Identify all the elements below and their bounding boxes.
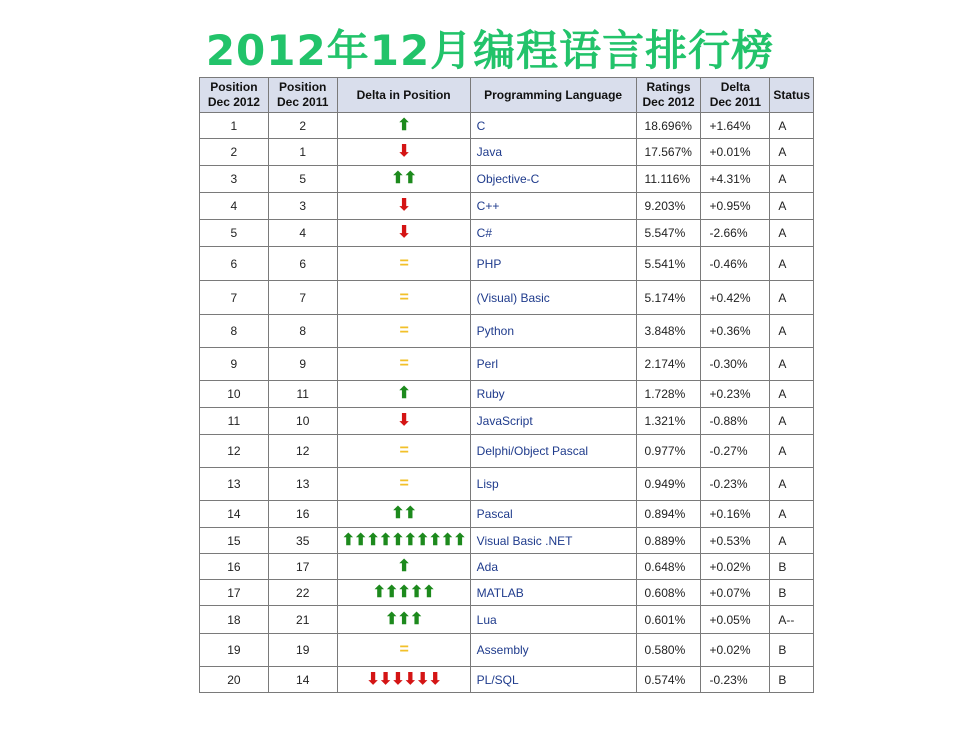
table-row bbox=[200, 166, 814, 193]
table-row bbox=[200, 220, 814, 247]
delta-rating-cell: -0.88% bbox=[701, 408, 770, 435]
status-cell: B bbox=[770, 634, 814, 667]
delta-cell bbox=[337, 501, 470, 528]
table-row bbox=[200, 435, 814, 468]
rating-cell: 5.547% bbox=[636, 220, 701, 247]
position-2012-cell: 19 bbox=[200, 634, 269, 667]
arrow-down-icon: ⬇ bbox=[397, 197, 410, 214]
position-2011-cell: 3 bbox=[268, 193, 337, 220]
position-2011-cell: 14 bbox=[268, 667, 337, 693]
table-row bbox=[200, 348, 814, 381]
header-delta-2011: Delta Dec 2011 bbox=[701, 78, 770, 113]
position-2012-cell: 5 bbox=[200, 220, 269, 247]
rating-cell: 18.696% bbox=[636, 113, 701, 139]
position-2012-cell: 7 bbox=[200, 281, 269, 315]
delta-rating-cell: +0.02% bbox=[701, 634, 770, 667]
rating-cell: 0.889% bbox=[636, 528, 701, 554]
position-2012-cell: 6 bbox=[200, 247, 269, 281]
status-cell: A bbox=[770, 139, 814, 166]
language-cell: Delphi/Object Pascal bbox=[470, 435, 636, 468]
arrow-up-icon: ⬆⬆⬆⬆⬆ bbox=[372, 583, 435, 601]
position-2011-cell: 22 bbox=[268, 580, 337, 606]
table-row bbox=[200, 667, 814, 693]
equal-icon: = bbox=[399, 254, 408, 272]
table-row bbox=[200, 315, 814, 348]
status-cell: A bbox=[770, 113, 814, 139]
status-cell: A bbox=[770, 468, 814, 501]
arrow-up-icon: ⬆⬆ bbox=[391, 170, 417, 187]
delta-cell bbox=[337, 220, 470, 247]
delta-rating-cell: +0.01% bbox=[701, 139, 770, 166]
arrow-down-icon: ⬇⬇⬇⬇⬇⬇ bbox=[366, 670, 441, 688]
rating-cell: 1.728% bbox=[636, 381, 701, 408]
position-2012-cell: 17 bbox=[200, 580, 269, 606]
table-row bbox=[200, 381, 814, 408]
delta-cell bbox=[337, 315, 470, 348]
status-cell: B bbox=[770, 580, 814, 606]
delta-rating-cell: +0.05% bbox=[701, 606, 770, 634]
delta-cell bbox=[337, 435, 470, 468]
status-cell: B bbox=[770, 554, 814, 580]
table-row bbox=[200, 113, 814, 139]
delta-rating-cell: -0.23% bbox=[701, 667, 770, 693]
header-position-2012: Position Dec 2012 bbox=[200, 78, 269, 113]
rating-cell: 3.848% bbox=[636, 315, 701, 348]
delta-cell bbox=[337, 554, 470, 580]
delta-rating-cell: +0.23% bbox=[701, 381, 770, 408]
status-cell: A bbox=[770, 220, 814, 247]
language-cell: Pascal bbox=[470, 501, 636, 528]
position-2012-cell: 10 bbox=[200, 381, 269, 408]
rating-cell: 0.574% bbox=[636, 667, 701, 693]
position-2012-cell: 12 bbox=[200, 435, 269, 468]
language-cell: Lisp bbox=[470, 468, 636, 501]
table-row bbox=[200, 634, 814, 667]
position-2012-cell: 14 bbox=[200, 501, 269, 528]
delta-cell bbox=[337, 139, 470, 166]
rating-cell: 0.648% bbox=[636, 554, 701, 580]
language-cell: (Visual) Basic bbox=[470, 281, 636, 315]
position-2011-cell: 35 bbox=[268, 528, 337, 554]
language-cell: Visual Basic .NET bbox=[470, 528, 636, 554]
table-row bbox=[200, 554, 814, 580]
status-cell: A bbox=[770, 408, 814, 435]
language-cell: C++ bbox=[470, 193, 636, 220]
position-2011-cell: 8 bbox=[268, 315, 337, 348]
position-2012-cell: 11 bbox=[200, 408, 269, 435]
arrow-up-icon: ⬆⬆⬆ bbox=[385, 610, 423, 628]
delta-rating-cell: -0.30% bbox=[701, 348, 770, 381]
rating-cell: 0.608% bbox=[636, 580, 701, 606]
delta-cell bbox=[337, 281, 470, 315]
rating-cell: 5.541% bbox=[636, 247, 701, 281]
position-2011-cell: 5 bbox=[268, 166, 337, 193]
ranking-table bbox=[199, 77, 814, 693]
equal-icon: = bbox=[399, 322, 408, 339]
language-cell: Objective-C bbox=[470, 166, 636, 193]
header-status: Status bbox=[770, 78, 814, 113]
rating-cell: 0.580% bbox=[636, 634, 701, 667]
position-2011-cell: 10 bbox=[268, 408, 337, 435]
rating-cell: 0.949% bbox=[636, 468, 701, 501]
table-row bbox=[200, 501, 814, 528]
delta-cell bbox=[337, 606, 470, 634]
status-cell: B bbox=[770, 667, 814, 693]
header-delta-position: Delta in Position bbox=[337, 78, 470, 113]
language-cell: PL/SQL bbox=[470, 667, 636, 693]
delta-rating-cell: +4.31% bbox=[701, 166, 770, 193]
table-row bbox=[200, 139, 814, 166]
delta-rating-cell: +0.95% bbox=[701, 193, 770, 220]
position-2012-cell: 18 bbox=[200, 606, 269, 634]
position-2012-cell: 13 bbox=[200, 468, 269, 501]
rating-cell: 0.601% bbox=[636, 606, 701, 634]
arrow-up-icon: ⬆ bbox=[397, 557, 410, 575]
language-cell: C bbox=[470, 113, 636, 139]
equal-icon: = bbox=[399, 442, 408, 459]
position-2012-cell: 1 bbox=[200, 113, 269, 139]
position-2012-cell: 8 bbox=[200, 315, 269, 348]
position-2011-cell: 13 bbox=[268, 468, 337, 501]
table-row bbox=[200, 247, 814, 281]
position-2011-cell: 6 bbox=[268, 247, 337, 281]
position-2011-cell: 9 bbox=[268, 348, 337, 381]
delta-rating-cell: -0.23% bbox=[701, 468, 770, 501]
delta-cell bbox=[337, 634, 470, 667]
position-2012-cell: 9 bbox=[200, 348, 269, 381]
header-language: Programming Language bbox=[470, 78, 636, 113]
status-cell: A-- bbox=[770, 606, 814, 634]
rating-cell: 17.567% bbox=[636, 139, 701, 166]
delta-rating-cell: +0.42% bbox=[701, 281, 770, 315]
header-row bbox=[200, 78, 814, 113]
position-2012-cell: 16 bbox=[200, 554, 269, 580]
language-cell: Java bbox=[470, 139, 636, 166]
position-2011-cell: 17 bbox=[268, 554, 337, 580]
status-cell: A bbox=[770, 166, 814, 193]
delta-rating-cell: +0.16% bbox=[701, 501, 770, 528]
table-row bbox=[200, 528, 814, 554]
equal-icon: = bbox=[399, 288, 408, 306]
table-row bbox=[200, 606, 814, 634]
language-cell: JavaScript bbox=[470, 408, 636, 435]
delta-cell bbox=[337, 193, 470, 220]
position-2011-cell: 2 bbox=[268, 113, 337, 139]
arrow-up-icon: ⬆⬆⬆⬆⬆⬆⬆⬆⬆⬆ bbox=[341, 531, 466, 549]
language-cell: Perl bbox=[470, 348, 636, 381]
language-cell: MATLAB bbox=[470, 580, 636, 606]
delta-cell bbox=[337, 580, 470, 606]
language-cell: Python bbox=[470, 315, 636, 348]
page-title: 2012年12月编程语言排行榜 bbox=[205, 26, 775, 75]
table-row bbox=[200, 193, 814, 220]
position-2012-cell: 3 bbox=[200, 166, 269, 193]
status-cell: A bbox=[770, 281, 814, 315]
status-cell: A bbox=[770, 193, 814, 220]
delta-rating-cell: +0.07% bbox=[701, 580, 770, 606]
equal-icon: = bbox=[399, 475, 408, 492]
rating-cell: 11.116% bbox=[636, 166, 701, 193]
language-cell: Ada bbox=[470, 554, 636, 580]
delta-cell bbox=[337, 528, 470, 554]
delta-rating-cell: +0.02% bbox=[701, 554, 770, 580]
arrow-down-icon: ⬇ bbox=[397, 143, 410, 160]
table-row bbox=[200, 580, 814, 606]
rating-cell: 1.321% bbox=[636, 408, 701, 435]
position-2011-cell: 21 bbox=[268, 606, 337, 634]
equal-icon: = bbox=[399, 355, 408, 372]
delta-cell bbox=[337, 348, 470, 381]
language-cell: Lua bbox=[470, 606, 636, 634]
table-row bbox=[200, 468, 814, 501]
position-2011-cell: 12 bbox=[268, 435, 337, 468]
language-cell: C# bbox=[470, 220, 636, 247]
arrow-up-icon: ⬆⬆ bbox=[391, 505, 417, 522]
status-cell: A bbox=[770, 247, 814, 281]
position-2012-cell: 4 bbox=[200, 193, 269, 220]
status-cell: A bbox=[770, 381, 814, 408]
language-cell: PHP bbox=[470, 247, 636, 281]
rating-cell: 2.174% bbox=[636, 348, 701, 381]
rating-cell: 9.203% bbox=[636, 193, 701, 220]
position-2011-cell: 4 bbox=[268, 220, 337, 247]
position-2011-cell: 1 bbox=[268, 139, 337, 166]
delta-cell bbox=[337, 113, 470, 139]
header-position-2011: Position Dec 2011 bbox=[268, 78, 337, 113]
delta-cell bbox=[337, 667, 470, 693]
language-cell: Assembly bbox=[470, 634, 636, 667]
delta-rating-cell: -2.66% bbox=[701, 220, 770, 247]
delta-rating-cell: +0.53% bbox=[701, 528, 770, 554]
status-cell: A bbox=[770, 315, 814, 348]
status-cell: A bbox=[770, 348, 814, 381]
status-cell: A bbox=[770, 435, 814, 468]
rating-cell: 5.174% bbox=[636, 281, 701, 315]
status-cell: A bbox=[770, 528, 814, 554]
arrow-up-icon: ⬆ bbox=[397, 116, 410, 134]
arrow-down-icon: ⬇ bbox=[397, 224, 410, 241]
delta-cell bbox=[337, 247, 470, 281]
position-2012-cell: 2 bbox=[200, 139, 269, 166]
position-2012-cell: 20 bbox=[200, 667, 269, 693]
delta-cell bbox=[337, 468, 470, 501]
status-cell: A bbox=[770, 501, 814, 528]
delta-cell bbox=[337, 166, 470, 193]
header-rating-2012: Ratings Dec 2012 bbox=[636, 78, 701, 113]
position-2012-cell: 15 bbox=[200, 528, 269, 554]
arrow-up-icon: ⬆ bbox=[397, 385, 410, 402]
delta-rating-cell: +0.36% bbox=[701, 315, 770, 348]
arrow-down-icon: ⬇ bbox=[397, 412, 410, 429]
delta-cell bbox=[337, 408, 470, 435]
equal-icon: = bbox=[399, 641, 408, 658]
position-2011-cell: 7 bbox=[268, 281, 337, 315]
language-cell: Ruby bbox=[470, 381, 636, 408]
table-row bbox=[200, 281, 814, 315]
delta-cell bbox=[337, 381, 470, 408]
position-2011-cell: 16 bbox=[268, 501, 337, 528]
delta-rating-cell: -0.27% bbox=[701, 435, 770, 468]
rating-cell: 0.977% bbox=[636, 435, 701, 468]
delta-rating-cell: -0.46% bbox=[701, 247, 770, 281]
position-2011-cell: 11 bbox=[268, 381, 337, 408]
position-2011-cell: 19 bbox=[268, 634, 337, 667]
rating-cell: 0.894% bbox=[636, 501, 701, 528]
table-row bbox=[200, 408, 814, 435]
delta-rating-cell: +1.64% bbox=[701, 113, 770, 139]
